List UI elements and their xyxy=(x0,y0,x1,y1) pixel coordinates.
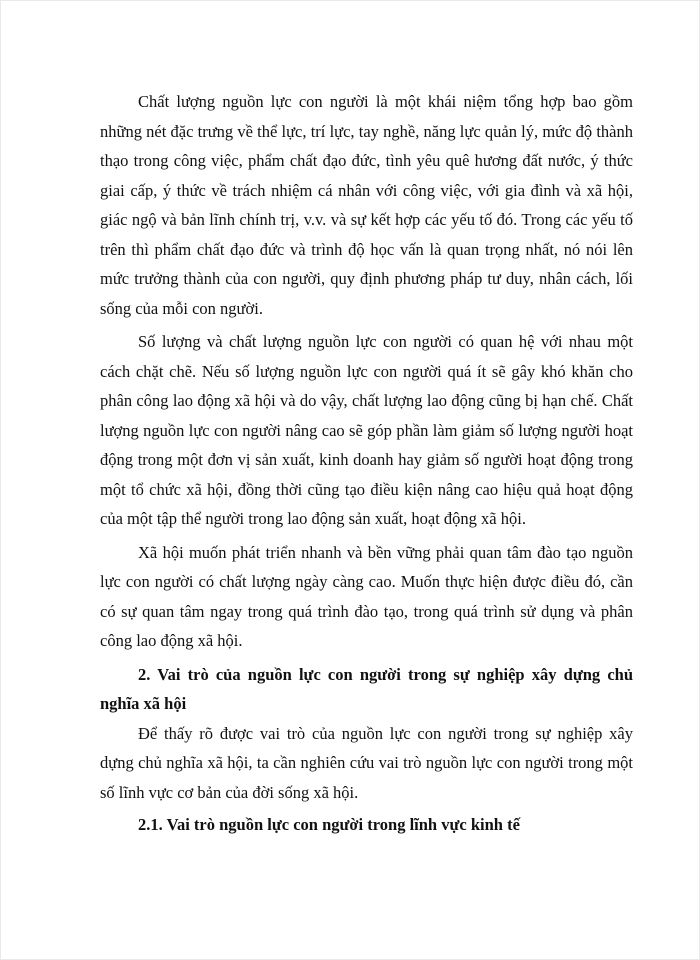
section-heading: 2. Vai trò của nguồn lực con người trong sự nghiệp xây dựng chủ nghĩa xã hội xyxy=(100,664,633,713)
paragraph-training-development: Xã hội muốn phát triển nhanh và bền vững phải quan tâm đào tạo nguồn lực con người có chất lượng ngày càng cao. Muốn thực hiện được điều đó, cần có sự quan tâm ngay trong quá trình đào tạo, trong quá trình sử dụng và phân công lao động xã hội. xyxy=(100,542,633,650)
paragraph-quality-of-human-resources: Chất lượng nguồn lực con người là một khái niệm tổng hợp bao gồm những nét đặc trưng về thể lực, trí lực, tay nghề, năng lực quản lý, mức độ thành thạo trong công việc, phẩm chất đạo đức, tình yêu quê hương đất nước, ý thức giai cấp, ý thức về trách nhiệm cá nhân với công việc, với gia đình và xã hội, giác ngộ và bản lĩnh chính trị, v.v. và sự kết hợp các yếu tố đó. Trong các yếu tố trên thì phẩm chất đạo đức và trình độ học vấn là quan trọng nhất, nó nói lên mức trưởng thành của con người, quy định phương pháp tư duy, nhân cách, lối sống của mỗi con người. xyxy=(100,92,633,318)
paragraph-quantity-and-quality: Số lượng và chất lượng nguồn lực con người có quan hệ với nhau một cách chặt chẽ. Nếu số lượng nguồn lực con người quá ít sẽ gây khó khăn cho phân công lao động xã hội và do vậy, chất lượng lao động cũng bị hạn chế. Chất lượng nguồn lực con người nâng cao sẽ góp phần làm giảm số lượng người hoạt động trong một đơn vị sản xuất, kinh doanh hay giảm số người hoạt động trong một tổ chức xã hội, đồng thời cũng tạo điều kiện nâng cao hiệu quả hoạt động của một tập thể người trong lao động sản xuất, hoạt động xã hội. xyxy=(100,332,633,528)
section-intro-paragraph: Để thấy rõ được vai trò của nguồn lực con người trong sự nghiệp xây dựng chủ nghĩa xã hội, ta cần nghiên cứu vai trò nguồn lực con người trong một số lĩnh vực cơ bản của đời sống xã hội. xyxy=(100,723,633,802)
subsection-heading: 2.1. Vai trò nguồn lực con người trong lĩnh vực kinh tế xyxy=(138,815,520,834)
document-body xyxy=(100,87,633,840)
